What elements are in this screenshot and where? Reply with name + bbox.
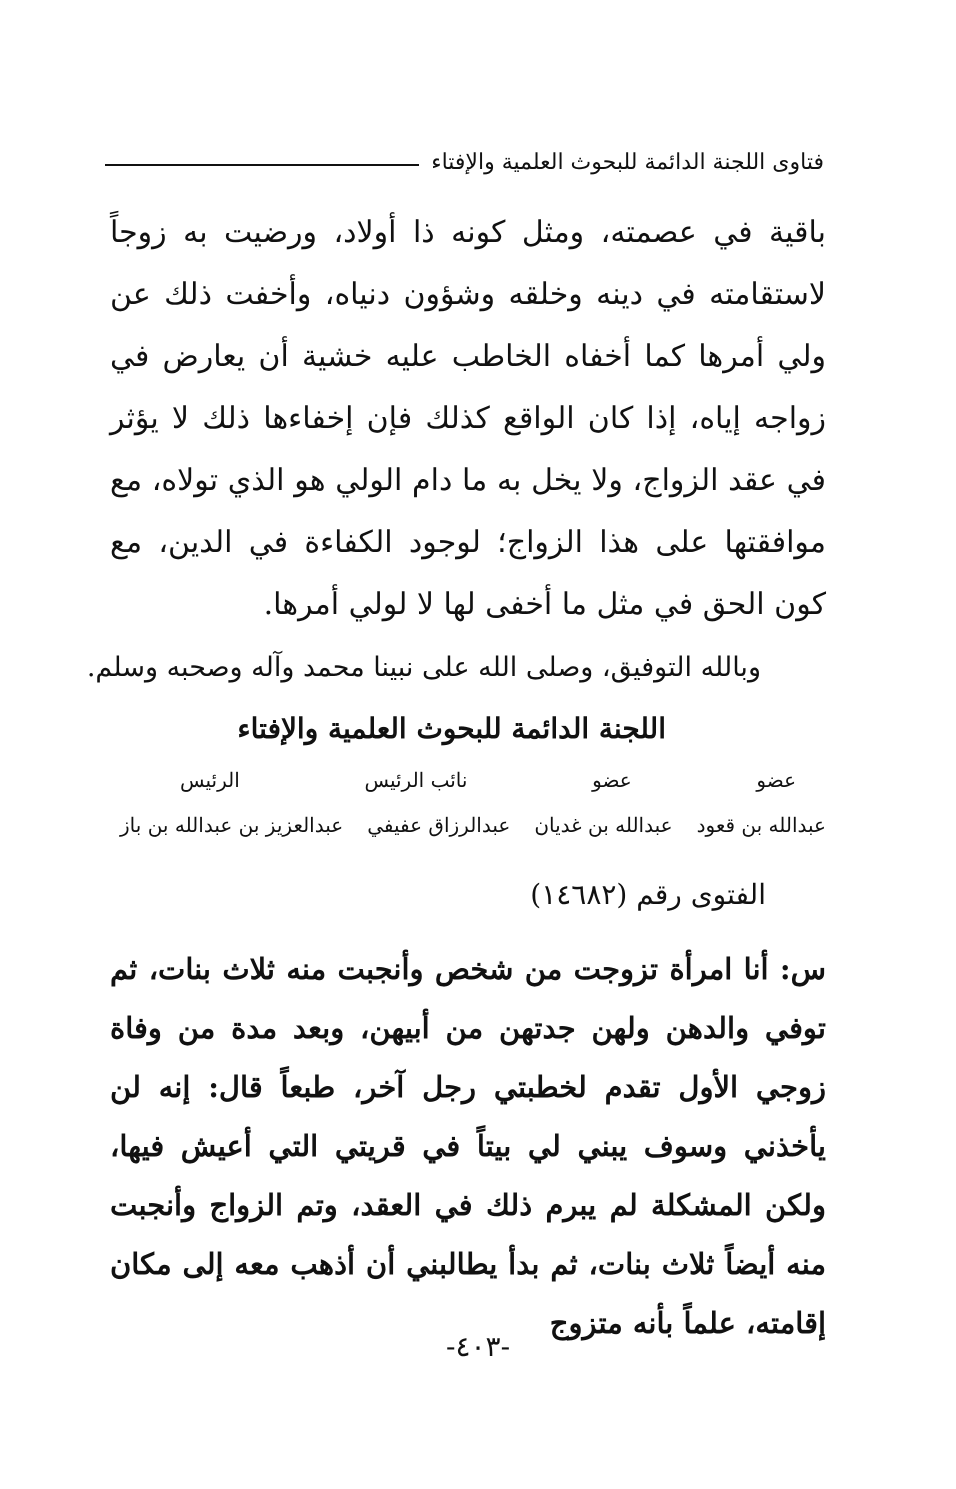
signatory-name: عبدالعزيز بن عبدالله بن باز <box>120 813 344 837</box>
answer-paragraph: باقية في عصمته، ومثل كونه ذا أولاد، ورضيت به زوجاً لاستقامته في دينه وخلقه وشؤون دنياه، وأخفت ذلك عن ولي أمرها كما أخفاه الخاطب عليه خشية أن يعارض في زواجه إياه، إذا كان الواقع كذلك فإن إخفاءها ذلك لا يؤثر في عقد الزواج، ولا يخل به ما دام الولي هو الذي تولاه، مع موافقتها على هذا الزواج؛ لوجود الكفاءة في الدين، مع كون الحق في مثل ما أخفى لها لا لولي أمرها. <box>110 215 826 622</box>
signatory-names-row <box>120 800 826 850</box>
signatory-roles-row <box>120 760 826 800</box>
running-header <box>105 142 824 182</box>
committee-name: اللجنة الدائمة للبحوث العلمية والإفتاء <box>237 712 666 745</box>
signatory-name: عبدالرزاق عفيفي <box>367 813 511 837</box>
header-rule <box>105 164 419 166</box>
book-title: فتاوى اللجنة الدائمة للبحوث العلمية والإفتاء <box>431 149 824 175</box>
question-paragraph: س: أنا امرأة تزوجت من شخص وأنجبت منه ثلاث بنات، ثم توفي والدهن ولهن جدتهن من أبيهن، وبعد مدة من وفاة زوجي الأول تقدم لخطبتي رجل آخر، طبعاً قال: إنه لن يأخذني وسوف يبني لي بيتاً في قريتي التي أعيش فيها، ولكن المشكلة لم يبرم ذلك في العقد، وتم الزواج وأنجبت منه أيضاً ثلاث بنات، ثم بدأ يطالبني أن أذهب معه إلى مكان إقامته، علماً بأنه متزوج <box>110 952 826 1340</box>
fatwa-number: الفتوى رقم (١٤٦٨٢) <box>530 878 766 911</box>
page-number: -٤٠٣- <box>445 1330 511 1363</box>
answer-block <box>110 202 826 636</box>
closing-formula: وبالله التوفيق، وصلى الله على نبينا محمد وآله وصحبه وسلم. <box>86 652 761 683</box>
signatory-name: عبدالله بن غديان <box>534 813 673 837</box>
signatory-role: نائب الرئيس <box>364 768 468 792</box>
signatory-role: الرئيس <box>180 768 240 792</box>
signatories <box>120 760 826 850</box>
signatory-role: عضو <box>756 768 796 792</box>
signatory-name: عبدالله بن قعود <box>696 813 826 837</box>
question-block <box>110 940 826 1353</box>
signatory-role: عضو <box>592 768 632 792</box>
